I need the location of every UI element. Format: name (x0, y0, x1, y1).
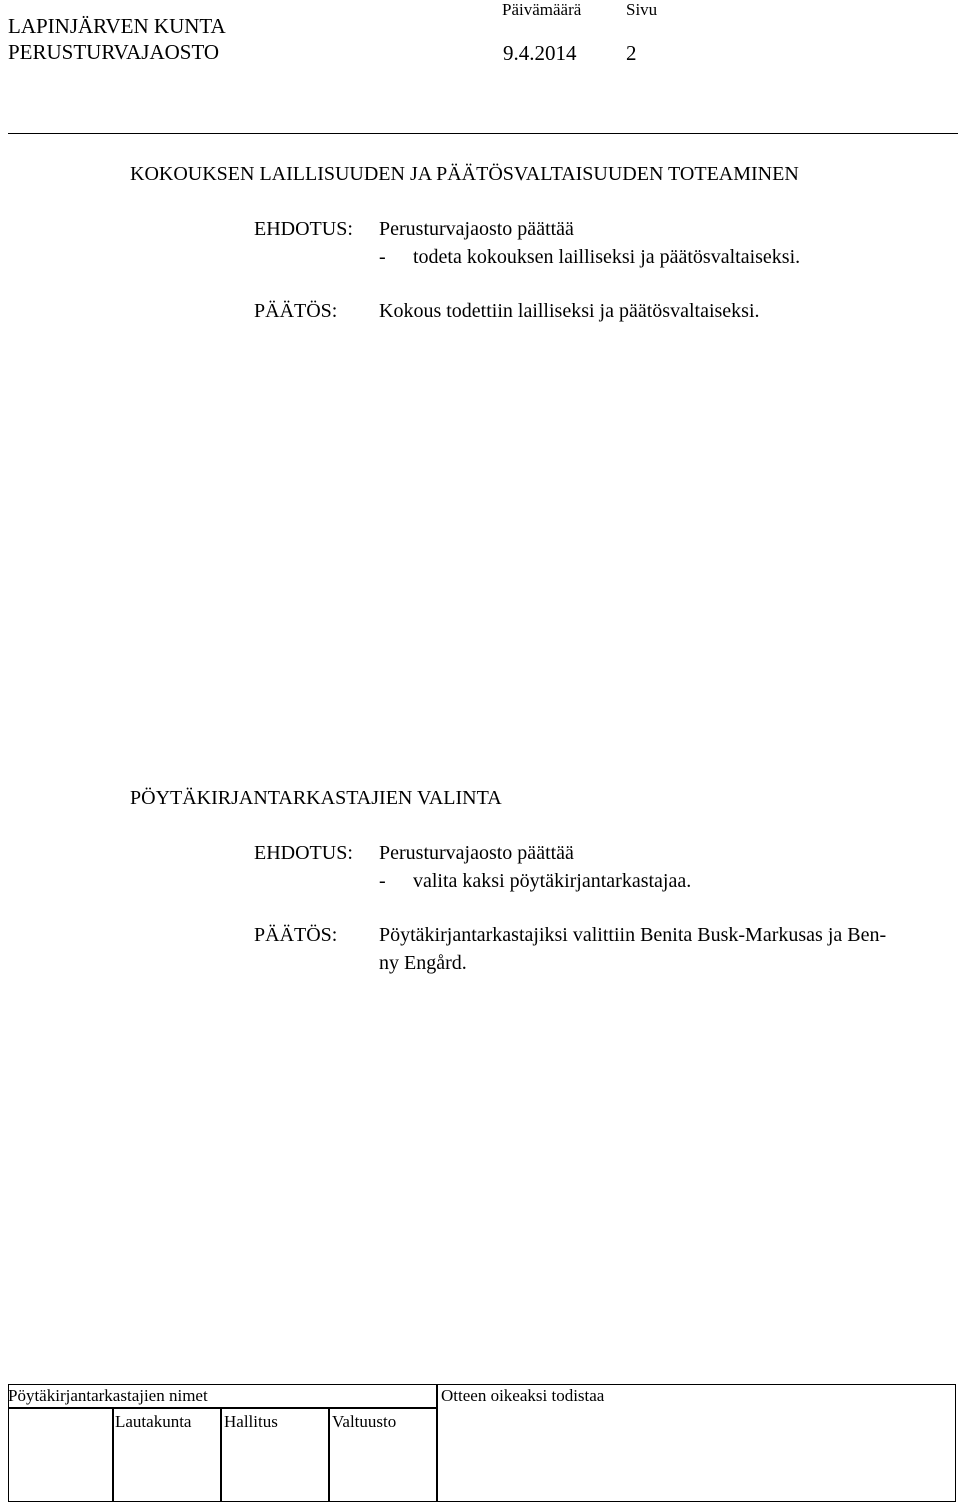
certified-label: Otteen oikeaksi todistaa (441, 1386, 605, 1405)
proposal-bullet: - (379, 870, 386, 892)
column-hallitus: Hallitus (224, 1412, 278, 1431)
proposal-item: todeta kokouksen lailliseksi ja päätösvaltaiseksi. (413, 246, 801, 268)
page-number: 2 (626, 41, 637, 65)
header-divider (8, 133, 958, 134)
decision-label: PÄÄTÖS: (254, 300, 338, 322)
reviewer-label-rule (8, 1407, 437, 1409)
decision-text-line-1: Pöytäkirjantarkastajiksi valittiin Benita Busk-Markusas ja Ben- (379, 924, 887, 946)
decision-text-line-2: ny Engård. (379, 952, 467, 974)
proposal-text: Perusturvajaosto päättää (379, 218, 574, 240)
department-name: PERUSTURVAJAOSTO (8, 40, 220, 64)
decision-text: Kokous todettiin lailliseksi ja päätösvaltaiseksi. (379, 300, 760, 322)
section-title: PÖYTÄKIRJANTARKASTAJIEN VALINTA (130, 787, 502, 809)
footer-divider (436, 1384, 438, 1502)
proposal-text: Perusturvajaosto päättää (379, 842, 574, 864)
section-title: KOKOUKSEN LAILLISUUDEN JA PÄÄTÖSVALTAISUUDEN TOTEAMINEN (130, 163, 799, 185)
proposal-label: EHDOTUS: (254, 842, 353, 864)
proposal-bullet: - (379, 246, 386, 268)
column-divider (220, 1407, 222, 1502)
proposal-label: EHDOTUS: (254, 218, 353, 240)
column-valtuusto: Valtuusto (332, 1412, 397, 1431)
page-label: Sivu (626, 0, 658, 19)
date-label: Päivämäärä (502, 0, 582, 19)
proposal-item: valita kaksi pöytäkirjantarkastajaa. (413, 870, 692, 892)
reviewers-label: Pöytäkirjantarkastajien nimet (8, 1386, 208, 1405)
column-divider (112, 1407, 114, 1502)
column-lautakunta: Lautakunta (115, 1412, 192, 1431)
date-value: 9.4.2014 (503, 41, 577, 65)
column-divider (328, 1407, 330, 1502)
organization-name: LAPINJÄRVEN KUNTA (8, 14, 226, 38)
decision-label: PÄÄTÖS: (254, 924, 338, 946)
signature-footer (8, 1384, 956, 1502)
